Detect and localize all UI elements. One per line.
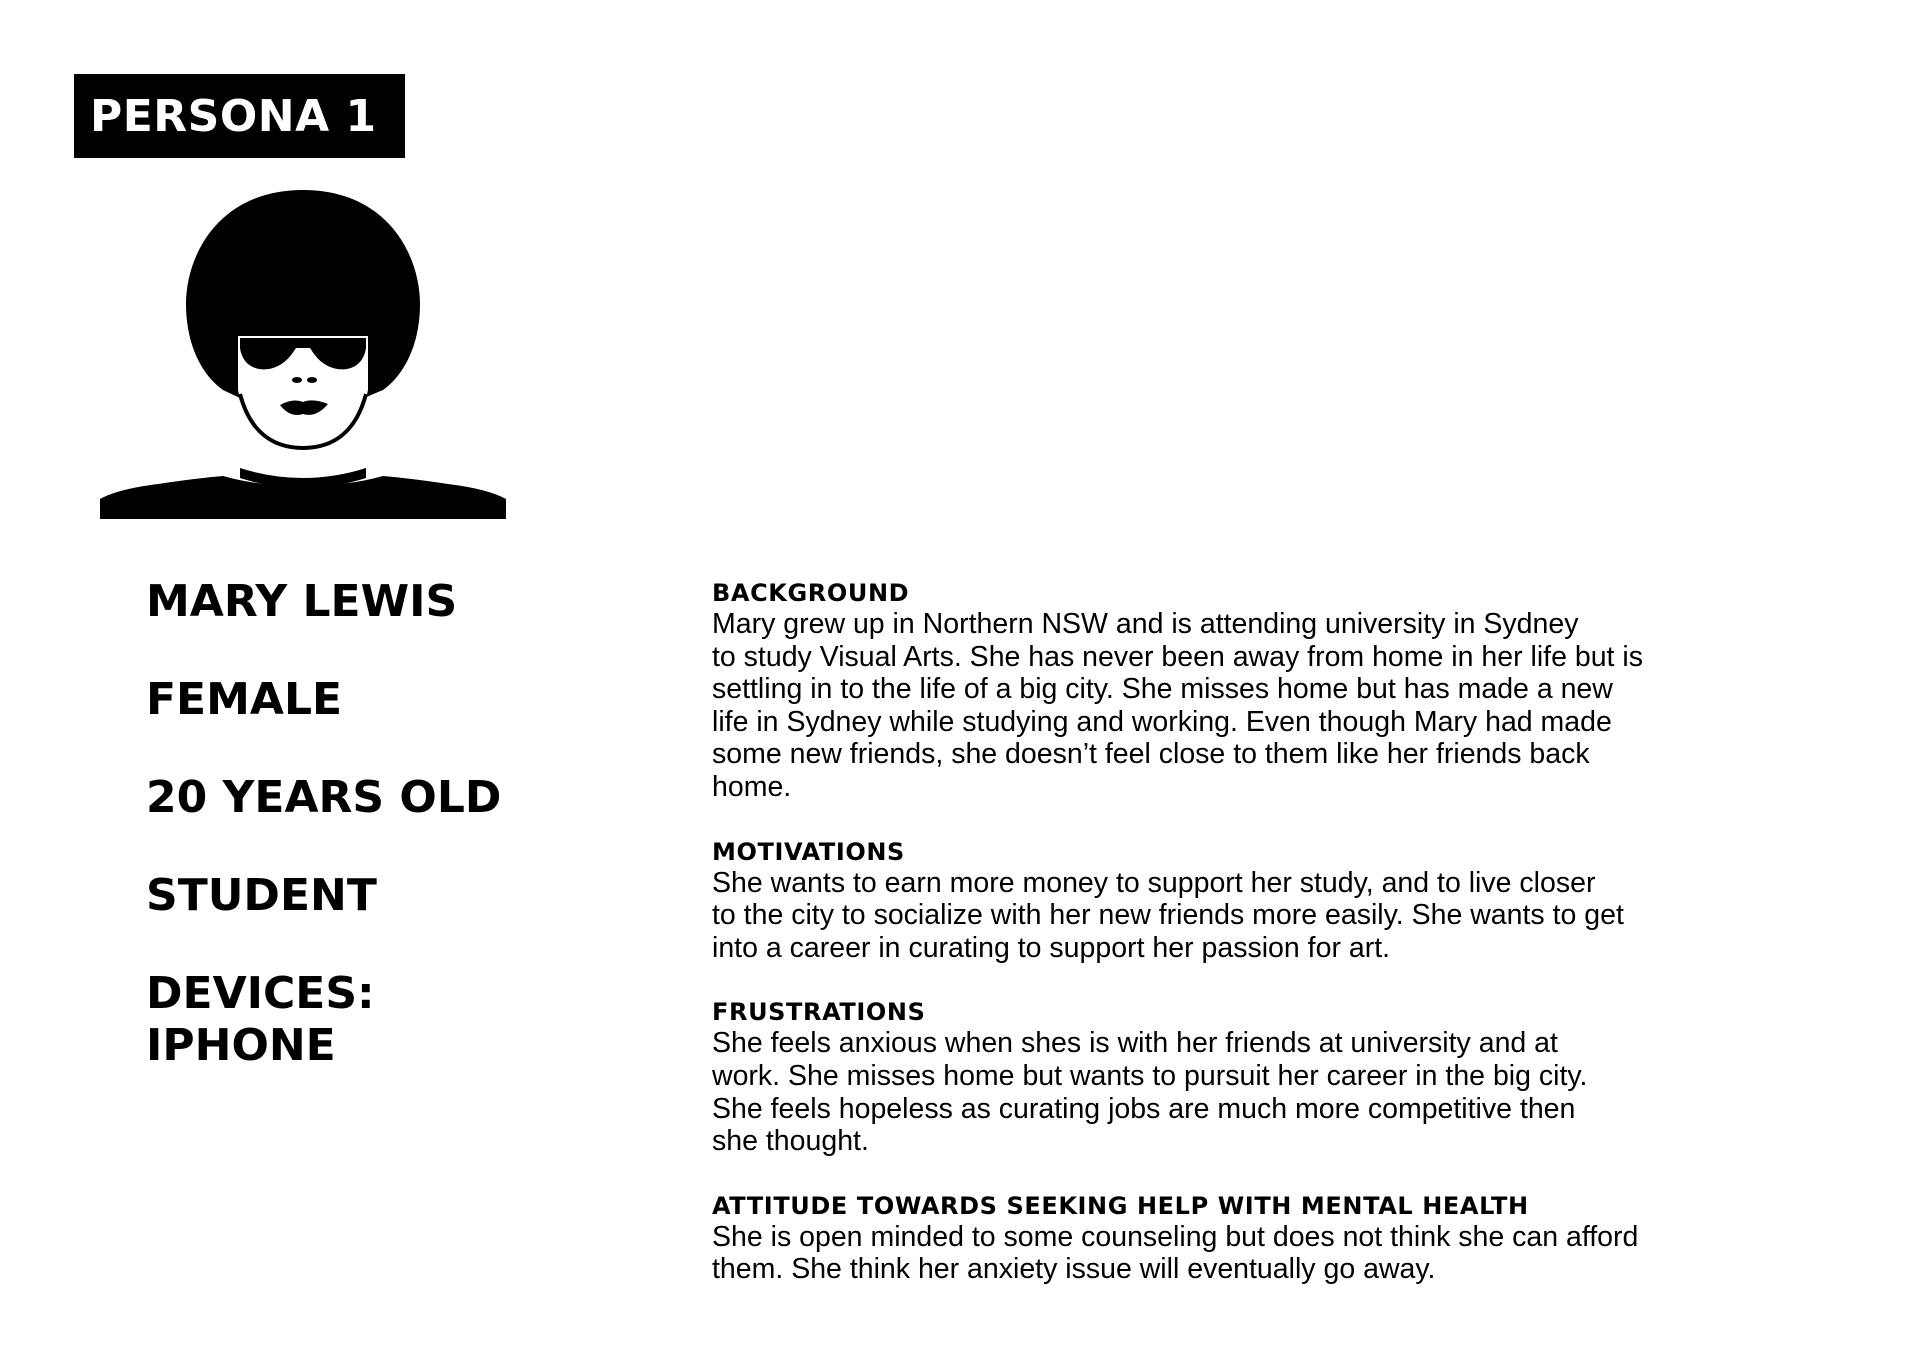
persona-details xyxy=(712,578,1722,1319)
section-heading: BACKGROUND xyxy=(712,579,910,607)
persona-occupation: STUDENT xyxy=(146,870,377,921)
devices-value: IPHONE xyxy=(146,1020,336,1071)
section-motivations xyxy=(712,837,1722,965)
devices-label: DEVICES: xyxy=(146,968,375,1019)
section-heading: MOTIVATIONS xyxy=(712,837,905,866)
persona-label: PERSONA 1 xyxy=(90,90,377,142)
persona-badge xyxy=(74,74,405,158)
section-body: She wants to earn more money to support her study, and to live closer to the city to socialize with her new friends more easily. She wants to get into a career in curating to support her passion for art. xyxy=(712,866,1624,964)
section-heading: ATTITUDE TOWARDS SEEKING HELP WITH MENTAL HEALTH xyxy=(712,1191,1529,1220)
section-attitude xyxy=(712,1191,1722,1286)
section-frustrations xyxy=(712,997,1722,1157)
persona-woman-sunglasses-icon xyxy=(98,186,508,524)
section-body: She feels anxious when shes is with her friends at university and at work. She misses home but wants to pursuit her career in the big city. She feels hopeless as curating jobs are much more competitive then she thought. xyxy=(712,1027,1588,1158)
section-background xyxy=(712,578,1722,804)
persona-devices xyxy=(146,968,566,1072)
section-body: She is open minded to some counseling but does not think she can afford them. She think her anxiety issue will eventually go away. xyxy=(712,1220,1639,1286)
section-heading: FRUSTRATIONS xyxy=(712,998,926,1027)
persona-name: MARY LEWIS xyxy=(146,576,458,627)
persona-facts xyxy=(146,576,566,1118)
persona-gender: FEMALE xyxy=(146,674,343,725)
section-body: Mary grew up in Northern NSW and is attending university in Sydney to study Visual Arts. She has never been away from home in her life but is settling in to the life of a big city. She misses home but has made a new life in Sydney while studying and working. Even though Mary had made some new friends, she doesn’t feel close to them like her friends back home. xyxy=(712,608,1643,803)
persona-age: 20 YEARS OLD xyxy=(146,772,502,823)
